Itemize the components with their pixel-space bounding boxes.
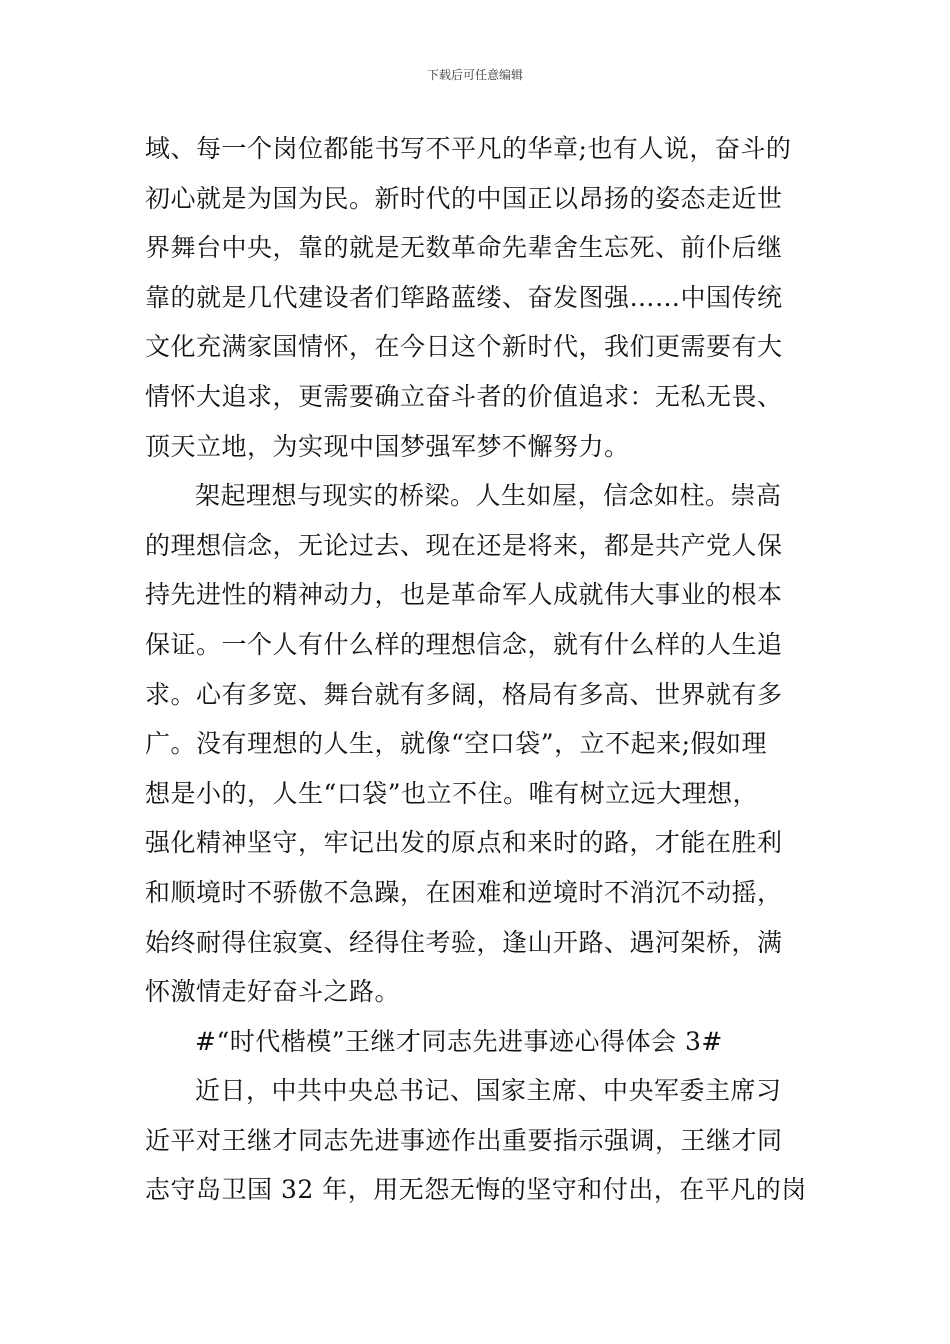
- text-line: 顶天立地，为实现中国梦强军梦不懈努力。: [145, 431, 630, 461]
- text-line: 志守岛卫国 32 年，用无怨无悔的坚守和付出，在平凡的岗: [145, 1175, 807, 1205]
- text-line: 初心就是为国为民。新时代的中国正以昂扬的姿态走近世: [145, 183, 783, 213]
- text-line: 广。没有理想的人生，就像“空口袋”，立不起来;假如理: [145, 729, 767, 759]
- text-line: 近平对王继才同志先进事迹作出重要指示强调，王继才同: [145, 1125, 783, 1155]
- text-line: 求。心有多宽、舞台就有多阔，格局有多高、世界就有多: [145, 679, 783, 709]
- text-line: 界舞台中央，靠的就是无数革命先辈舍生忘死、前仆后继: [145, 233, 783, 263]
- text-line: 和顺境时不骄傲不急躁，在困难和逆境时不消沉不动摇，: [145, 877, 783, 907]
- text-line: 域、每一个岗位都能书写不平凡的华章;也有人说，奋斗的: [145, 134, 792, 163]
- text-line: 始终耐得住寂寞、经得住考验，逢山开路、遇河架桥，满: [145, 927, 783, 957]
- text-line: 保证。一个人有什么样的理想信念，就有什么样的人生追: [145, 629, 783, 659]
- paragraph-first-line: 近日，中共中央总书记、国家主席、中央军委主席习: [195, 1076, 782, 1106]
- text-line: 想是小的，人生“口袋”也立不住。唯有树立远大理想，: [145, 778, 759, 808]
- document-body: [145, 124, 807, 1215]
- text-line: 的理想信念，无论过去、现在还是将来，都是共产党人保: [145, 530, 783, 560]
- text-line: 靠的就是几代建设者们筚路蓝缕、奋发图强……中国传统: [145, 282, 783, 312]
- paragraph-first-line: 架起理想与现实的桥梁。人生如屋，信念如柱。崇高: [195, 481, 782, 511]
- text-line: 情怀大追求，更需要确立奋斗者的价值追求：无私无畏、: [145, 381, 783, 411]
- page-header: 下载后可任意编辑: [426, 68, 523, 82]
- text-line: 强化精神坚守，牢记出发的原点和来时的路，才能在胜利: [145, 828, 783, 858]
- section-heading: #“时代楷模”王继才同志先进事迹心得体会 3#: [195, 1026, 723, 1056]
- text-line: 怀激情走好奋斗之路。: [145, 977, 401, 1007]
- text-line: 持先进性的精神动力，也是革命军人成就伟大事业的根本: [145, 580, 783, 610]
- text-line: 文化充满家国情怀，在今日这个新时代，我们更需要有大: [145, 332, 783, 362]
